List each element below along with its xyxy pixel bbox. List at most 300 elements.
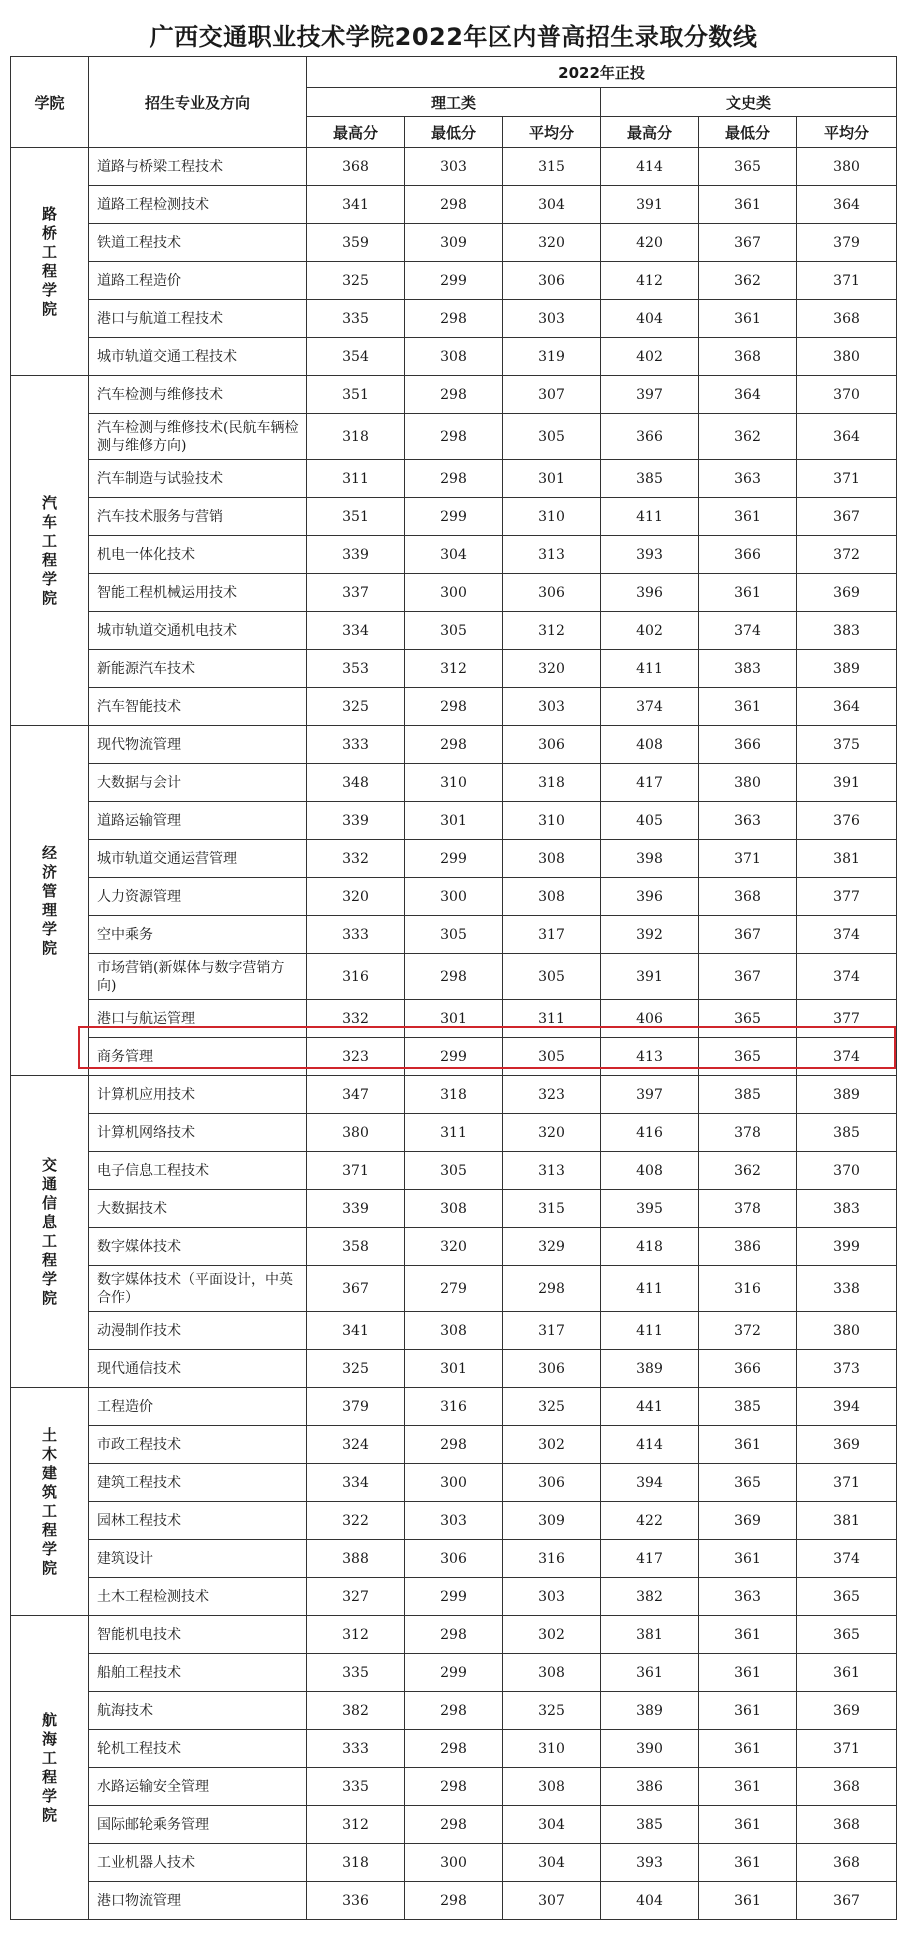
major-name: 电子信息工程技术 bbox=[89, 1152, 307, 1190]
science-min-score: 303 bbox=[405, 148, 503, 186]
arts-avg-score: 385 bbox=[797, 1114, 897, 1152]
major-name: 汽车检测与维修技术 bbox=[89, 376, 307, 414]
major-name: 道路运输管理 bbox=[89, 802, 307, 840]
arts-max-score: 385 bbox=[601, 460, 699, 498]
arts-max-score: 416 bbox=[601, 1114, 699, 1152]
arts-max-score: 402 bbox=[601, 612, 699, 650]
science-min-score: 301 bbox=[405, 1350, 503, 1388]
science-max-score: 334 bbox=[307, 1464, 405, 1502]
science-avg-score: 304 bbox=[503, 1844, 601, 1882]
arts-min-score: 362 bbox=[699, 414, 797, 460]
arts-avg-score: 365 bbox=[797, 1578, 897, 1616]
science-avg-score: 305 bbox=[503, 1038, 601, 1076]
arts-max-score: 394 bbox=[601, 1464, 699, 1502]
science-avg-score: 306 bbox=[503, 574, 601, 612]
arts-max-score: 396 bbox=[601, 574, 699, 612]
arts-avg-score: 370 bbox=[797, 1152, 897, 1190]
arts-avg-score: 376 bbox=[797, 802, 897, 840]
science-avg-score: 304 bbox=[503, 186, 601, 224]
arts-max-score: 389 bbox=[601, 1692, 699, 1730]
table-row bbox=[11, 840, 897, 878]
arts-max-score: 412 bbox=[601, 262, 699, 300]
arts-min-score: 361 bbox=[699, 1882, 797, 1920]
major-column-header: 招生专业及方向 bbox=[89, 57, 307, 148]
table-row bbox=[11, 916, 897, 954]
arts-avg-score: 379 bbox=[797, 224, 897, 262]
table-row bbox=[11, 1654, 897, 1692]
arts-max-score: 411 bbox=[601, 1312, 699, 1350]
table-row bbox=[11, 498, 897, 536]
arts-avg-score: 389 bbox=[797, 650, 897, 688]
table-row bbox=[11, 1806, 897, 1844]
table-row bbox=[11, 1228, 897, 1266]
major-name: 轮机工程技术 bbox=[89, 1730, 307, 1768]
table-row bbox=[11, 726, 897, 764]
major-name: 道路工程造价 bbox=[89, 262, 307, 300]
college-name: 路桥工程学院 bbox=[41, 204, 57, 318]
table-row bbox=[11, 1190, 897, 1228]
batch-header: 2022年正投 bbox=[307, 57, 897, 88]
arts-avg-score: 369 bbox=[797, 1426, 897, 1464]
arts-avg-score: 374 bbox=[797, 916, 897, 954]
arts-avg-score: 369 bbox=[797, 574, 897, 612]
science-min-score: 298 bbox=[405, 1730, 503, 1768]
arts-min-score: 361 bbox=[699, 300, 797, 338]
page-title: 广西交通职业技术学院2022年区内普高招生录取分数线 bbox=[11, 12, 897, 57]
table-row bbox=[11, 878, 897, 916]
arts-min-score: 367 bbox=[699, 916, 797, 954]
science-max-score: 353 bbox=[307, 650, 405, 688]
college-name: 土木建筑工程学院 bbox=[41, 1425, 57, 1577]
arts-min-score: 363 bbox=[699, 460, 797, 498]
arts-max-score: 408 bbox=[601, 1152, 699, 1190]
arts-max-score: 392 bbox=[601, 916, 699, 954]
arts-min-score: 378 bbox=[699, 1190, 797, 1228]
table-row bbox=[11, 262, 897, 300]
table-row bbox=[11, 1426, 897, 1464]
science-category-header: 理工类 bbox=[307, 88, 601, 117]
arts-avg-score: 377 bbox=[797, 878, 897, 916]
arts-min-score: 372 bbox=[699, 1312, 797, 1350]
science-avg-score: 303 bbox=[503, 300, 601, 338]
arts-min-score: 361 bbox=[699, 1844, 797, 1882]
arts-max-score: 397 bbox=[601, 376, 699, 414]
arts-avg-score: 394 bbox=[797, 1388, 897, 1426]
science-min-score: 299 bbox=[405, 262, 503, 300]
science-min-score: 309 bbox=[405, 224, 503, 262]
science-min-score: 298 bbox=[405, 1426, 503, 1464]
major-name: 建筑设计 bbox=[89, 1540, 307, 1578]
arts-max-score: 422 bbox=[601, 1502, 699, 1540]
science-max-score: 336 bbox=[307, 1882, 405, 1920]
science-min-score: 298 bbox=[405, 376, 503, 414]
science-avg-score: 318 bbox=[503, 764, 601, 802]
science-min-score: 279 bbox=[405, 1266, 503, 1312]
arts-min-score: 383 bbox=[699, 650, 797, 688]
science-avg-score: 308 bbox=[503, 1654, 601, 1692]
table-row bbox=[11, 1312, 897, 1350]
major-name: 新能源汽车技术 bbox=[89, 650, 307, 688]
college-name-cell bbox=[11, 376, 89, 726]
arts-avg-score: 380 bbox=[797, 148, 897, 186]
science-max-score: 335 bbox=[307, 1768, 405, 1806]
arts-avg-score: 381 bbox=[797, 1502, 897, 1540]
arts-min-score: 365 bbox=[699, 1000, 797, 1038]
arts-avg-score: 383 bbox=[797, 612, 897, 650]
arts-min-score: 378 bbox=[699, 1114, 797, 1152]
science-min-score: 308 bbox=[405, 338, 503, 376]
arts-min-score: 361 bbox=[699, 1540, 797, 1578]
score-sheet bbox=[10, 12, 896, 1920]
science-min-score: 298 bbox=[405, 460, 503, 498]
science-avg-score: 305 bbox=[503, 954, 601, 1000]
science-avg-score: 315 bbox=[503, 1190, 601, 1228]
science-max-score: 347 bbox=[307, 1076, 405, 1114]
science-max-score: 325 bbox=[307, 1350, 405, 1388]
science-avg-score: 310 bbox=[503, 498, 601, 536]
table-row bbox=[11, 1616, 897, 1654]
major-name: 工程造价 bbox=[89, 1388, 307, 1426]
major-name: 汽车智能技术 bbox=[89, 688, 307, 726]
science-min-score: 311 bbox=[405, 1114, 503, 1152]
science-avg-score: 310 bbox=[503, 1730, 601, 1768]
table-row bbox=[11, 376, 897, 414]
major-name: 土木工程检测技术 bbox=[89, 1578, 307, 1616]
major-name: 港口与航道工程技术 bbox=[89, 300, 307, 338]
arts-max-score: 441 bbox=[601, 1388, 699, 1426]
science-min-score: 299 bbox=[405, 1038, 503, 1076]
science-min-score: 306 bbox=[405, 1540, 503, 1578]
major-name: 航海技术 bbox=[89, 1692, 307, 1730]
arts-avg-score: 374 bbox=[797, 1540, 897, 1578]
science-max-score: 316 bbox=[307, 954, 405, 1000]
arts-min-score: 385 bbox=[699, 1388, 797, 1426]
science-max-score: 339 bbox=[307, 536, 405, 574]
college-name-cell bbox=[11, 726, 89, 1076]
arts-max-score: 374 bbox=[601, 688, 699, 726]
arts-min-score: 385 bbox=[699, 1076, 797, 1114]
science-avg-score: 317 bbox=[503, 916, 601, 954]
arts-max-score: 408 bbox=[601, 726, 699, 764]
arts-avg-score: 371 bbox=[797, 1730, 897, 1768]
table-row bbox=[11, 186, 897, 224]
science-max-score: 325 bbox=[307, 262, 405, 300]
science-min-score: 298 bbox=[405, 1692, 503, 1730]
arts-avg-score: 364 bbox=[797, 688, 897, 726]
science-max-score: 318 bbox=[307, 414, 405, 460]
arts-max-score: 397 bbox=[601, 1076, 699, 1114]
science-min-score: 299 bbox=[405, 1578, 503, 1616]
science-avg-score: 303 bbox=[503, 688, 601, 726]
science-avg-score: 306 bbox=[503, 262, 601, 300]
science-avg-score: 320 bbox=[503, 650, 601, 688]
major-name: 数字媒体技术 bbox=[89, 1228, 307, 1266]
major-name: 市场营销(新媒体与数字营销方向) bbox=[89, 954, 307, 1000]
science-max-score: 334 bbox=[307, 612, 405, 650]
science-avg-score: 308 bbox=[503, 1768, 601, 1806]
science-min-score: 308 bbox=[405, 1190, 503, 1228]
arts-avg-score: 370 bbox=[797, 376, 897, 414]
science-max-score: 332 bbox=[307, 1000, 405, 1038]
table-row bbox=[11, 650, 897, 688]
arts-max-score: 398 bbox=[601, 840, 699, 878]
science-min-score: 298 bbox=[405, 688, 503, 726]
science-min-score: 320 bbox=[405, 1228, 503, 1266]
table-row bbox=[11, 1076, 897, 1114]
arts-max-score: 411 bbox=[601, 1266, 699, 1312]
major-name: 城市轨道交通机电技术 bbox=[89, 612, 307, 650]
science-avg-score: 304 bbox=[503, 1806, 601, 1844]
major-name: 商务管理 bbox=[89, 1038, 307, 1076]
arts-min-score: 361 bbox=[699, 1616, 797, 1654]
table-row bbox=[11, 688, 897, 726]
arts-max-score: 413 bbox=[601, 1038, 699, 1076]
science-avg-score: 298 bbox=[503, 1266, 601, 1312]
college-column-header: 学院 bbox=[11, 57, 89, 148]
arts-max-score: 393 bbox=[601, 536, 699, 574]
table-row bbox=[11, 1388, 897, 1426]
science-min-score: 301 bbox=[405, 802, 503, 840]
table-row bbox=[11, 1730, 897, 1768]
table-row bbox=[11, 574, 897, 612]
arts-max-score: 406 bbox=[601, 1000, 699, 1038]
arts-avg-score: 368 bbox=[797, 1768, 897, 1806]
science-avg-score: 310 bbox=[503, 802, 601, 840]
arts-category-header: 文史类 bbox=[601, 88, 897, 117]
major-name: 人力资源管理 bbox=[89, 878, 307, 916]
arts-min-score: 363 bbox=[699, 802, 797, 840]
arts-min-score: 361 bbox=[699, 186, 797, 224]
science-max-score: 323 bbox=[307, 1038, 405, 1076]
table-row bbox=[11, 1540, 897, 1578]
science-max-score: 339 bbox=[307, 1190, 405, 1228]
science-avg-score: 307 bbox=[503, 376, 601, 414]
arts-max-score: 391 bbox=[601, 954, 699, 1000]
science-avg-score: 323 bbox=[503, 1076, 601, 1114]
arts-avg-score: 369 bbox=[797, 1692, 897, 1730]
science-min-score: 312 bbox=[405, 650, 503, 688]
table-row bbox=[11, 224, 897, 262]
arts-avg-score: 368 bbox=[797, 300, 897, 338]
science-max-score: 358 bbox=[307, 1228, 405, 1266]
major-name: 数字媒体技术（平面设计，中英合作） bbox=[89, 1266, 307, 1312]
table-row bbox=[11, 1266, 897, 1312]
major-name: 智能工程机械运用技术 bbox=[89, 574, 307, 612]
arts-min-score: 374 bbox=[699, 612, 797, 650]
major-name: 汽车技术服务与营销 bbox=[89, 498, 307, 536]
table-row bbox=[11, 1464, 897, 1502]
science-avg-score: 320 bbox=[503, 1114, 601, 1152]
arts-avg-score: 338 bbox=[797, 1266, 897, 1312]
science-max-score: 351 bbox=[307, 498, 405, 536]
arts-min-score: 365 bbox=[699, 1464, 797, 1502]
major-name: 动漫制作技术 bbox=[89, 1312, 307, 1350]
college-name-cell bbox=[11, 1076, 89, 1388]
table-row bbox=[11, 1844, 897, 1882]
science-max-score: 367 bbox=[307, 1266, 405, 1312]
science-max-score: 380 bbox=[307, 1114, 405, 1152]
science-min-score: 298 bbox=[405, 1806, 503, 1844]
arts-max-score: 402 bbox=[601, 338, 699, 376]
science-avg-score: 319 bbox=[503, 338, 601, 376]
major-name: 道路与桥梁工程技术 bbox=[89, 148, 307, 186]
arts-max-score: 405 bbox=[601, 802, 699, 840]
arts-min-score: 362 bbox=[699, 1152, 797, 1190]
arts-max-score: 386 bbox=[601, 1768, 699, 1806]
science-max-score: 333 bbox=[307, 1730, 405, 1768]
table-row bbox=[11, 300, 897, 338]
science-max-score: 351 bbox=[307, 376, 405, 414]
arts-avg-score: 367 bbox=[797, 498, 897, 536]
science-avg-score: 307 bbox=[503, 1882, 601, 1920]
arts-min-score: 366 bbox=[699, 1350, 797, 1388]
arts-max-score: 396 bbox=[601, 878, 699, 916]
major-name: 计算机网络技术 bbox=[89, 1114, 307, 1152]
arts-max-score: 393 bbox=[601, 1844, 699, 1882]
science-max-score: 312 bbox=[307, 1806, 405, 1844]
table-row bbox=[11, 1882, 897, 1920]
science-max-score: 312 bbox=[307, 1616, 405, 1654]
arts-max-score: 417 bbox=[601, 1540, 699, 1578]
major-name: 港口与航运管理 bbox=[89, 1000, 307, 1038]
science-min-score: 298 bbox=[405, 1616, 503, 1654]
science-min-score: 301 bbox=[405, 1000, 503, 1038]
science-max-score: 354 bbox=[307, 338, 405, 376]
science-avg-score: 325 bbox=[503, 1692, 601, 1730]
arts-avg-score: 380 bbox=[797, 1312, 897, 1350]
science-min-score: 308 bbox=[405, 1312, 503, 1350]
major-name: 大数据技术 bbox=[89, 1190, 307, 1228]
science-avg-score: 320 bbox=[503, 224, 601, 262]
arts-min-score: 361 bbox=[699, 1730, 797, 1768]
arts-max-score: 382 bbox=[601, 1578, 699, 1616]
college-name: 经济管理学院 bbox=[41, 843, 57, 957]
science-min-score: 310 bbox=[405, 764, 503, 802]
science-min-score: 299 bbox=[405, 1654, 503, 1692]
arts-avg-score: 371 bbox=[797, 460, 897, 498]
major-name: 城市轨道交通工程技术 bbox=[89, 338, 307, 376]
arts-min-score: 362 bbox=[699, 262, 797, 300]
arts-max-score: 414 bbox=[601, 148, 699, 186]
science-max-header: 最高分 bbox=[307, 117, 405, 148]
college-name: 航海工程学院 bbox=[41, 1710, 57, 1824]
science-min-score: 298 bbox=[405, 1882, 503, 1920]
science-max-score: 368 bbox=[307, 148, 405, 186]
arts-avg-score: 368 bbox=[797, 1806, 897, 1844]
major-name: 市政工程技术 bbox=[89, 1426, 307, 1464]
arts-avg-score: 364 bbox=[797, 186, 897, 224]
major-name: 国际邮轮乘务管理 bbox=[89, 1806, 307, 1844]
arts-avg-score: 371 bbox=[797, 262, 897, 300]
arts-min-score: 367 bbox=[699, 224, 797, 262]
science-avg-score: 316 bbox=[503, 1540, 601, 1578]
arts-max-score: 404 bbox=[601, 300, 699, 338]
major-name: 港口物流管理 bbox=[89, 1882, 307, 1920]
arts-avg-score: 399 bbox=[797, 1228, 897, 1266]
science-avg-score: 315 bbox=[503, 148, 601, 186]
science-min-score: 298 bbox=[405, 300, 503, 338]
major-name: 水路运输安全管理 bbox=[89, 1768, 307, 1806]
major-name: 铁道工程技术 bbox=[89, 224, 307, 262]
science-avg-score: 302 bbox=[503, 1616, 601, 1654]
science-max-score: 341 bbox=[307, 1312, 405, 1350]
arts-max-score: 385 bbox=[601, 1806, 699, 1844]
table-row bbox=[11, 1350, 897, 1388]
science-min-score: 298 bbox=[405, 954, 503, 1000]
admission-score-table bbox=[10, 12, 897, 1920]
science-min-score: 318 bbox=[405, 1076, 503, 1114]
arts-min-header: 最低分 bbox=[699, 117, 797, 148]
arts-avg-score: 391 bbox=[797, 764, 897, 802]
arts-min-score: 380 bbox=[699, 764, 797, 802]
science-min-score: 305 bbox=[405, 1152, 503, 1190]
major-name: 现代通信技术 bbox=[89, 1350, 307, 1388]
science-avg-score: 303 bbox=[503, 1578, 601, 1616]
arts-max-score: 361 bbox=[601, 1654, 699, 1692]
arts-avg-header: 平均分 bbox=[797, 117, 897, 148]
arts-avg-score: 377 bbox=[797, 1000, 897, 1038]
arts-max-score: 418 bbox=[601, 1228, 699, 1266]
science-max-score: 332 bbox=[307, 840, 405, 878]
major-name: 工业机器人技术 bbox=[89, 1844, 307, 1882]
major-name: 汽车制造与试验技术 bbox=[89, 460, 307, 498]
science-avg-score: 306 bbox=[503, 726, 601, 764]
arts-max-score: 389 bbox=[601, 1350, 699, 1388]
science-avg-score: 325 bbox=[503, 1388, 601, 1426]
table-row bbox=[11, 1152, 897, 1190]
arts-min-score: 365 bbox=[699, 148, 797, 186]
arts-avg-score: 365 bbox=[797, 1616, 897, 1654]
table-row bbox=[11, 1000, 897, 1038]
science-min-score: 298 bbox=[405, 186, 503, 224]
table-row bbox=[11, 954, 897, 1000]
science-max-score: 339 bbox=[307, 802, 405, 840]
arts-max-score: 411 bbox=[601, 650, 699, 688]
arts-min-score: 366 bbox=[699, 536, 797, 574]
science-max-score: 318 bbox=[307, 1844, 405, 1882]
major-name: 大数据与会计 bbox=[89, 764, 307, 802]
arts-min-score: 361 bbox=[699, 1768, 797, 1806]
arts-avg-score: 389 bbox=[797, 1076, 897, 1114]
table-row bbox=[11, 414, 897, 460]
arts-min-score: 361 bbox=[699, 574, 797, 612]
arts-min-score: 368 bbox=[699, 338, 797, 376]
arts-min-score: 316 bbox=[699, 1266, 797, 1312]
arts-min-score: 361 bbox=[699, 1426, 797, 1464]
arts-avg-score: 361 bbox=[797, 1654, 897, 1692]
science-avg-score: 308 bbox=[503, 878, 601, 916]
arts-min-score: 361 bbox=[699, 1654, 797, 1692]
table-row bbox=[11, 460, 897, 498]
college-name-cell bbox=[11, 1616, 89, 1920]
science-avg-score: 317 bbox=[503, 1312, 601, 1350]
science-max-score: 337 bbox=[307, 574, 405, 612]
science-min-score: 300 bbox=[405, 878, 503, 916]
science-min-score: 305 bbox=[405, 916, 503, 954]
major-name: 机电一体化技术 bbox=[89, 536, 307, 574]
science-min-score: 300 bbox=[405, 1844, 503, 1882]
science-max-score: 341 bbox=[307, 186, 405, 224]
science-min-score: 299 bbox=[405, 840, 503, 878]
arts-min-score: 369 bbox=[699, 1502, 797, 1540]
science-avg-score: 305 bbox=[503, 414, 601, 460]
science-max-score: 359 bbox=[307, 224, 405, 262]
arts-max-score: 420 bbox=[601, 224, 699, 262]
arts-avg-score: 368 bbox=[797, 1844, 897, 1882]
science-max-score: 324 bbox=[307, 1426, 405, 1464]
arts-min-score: 365 bbox=[699, 1038, 797, 1076]
arts-max-score: 404 bbox=[601, 1882, 699, 1920]
